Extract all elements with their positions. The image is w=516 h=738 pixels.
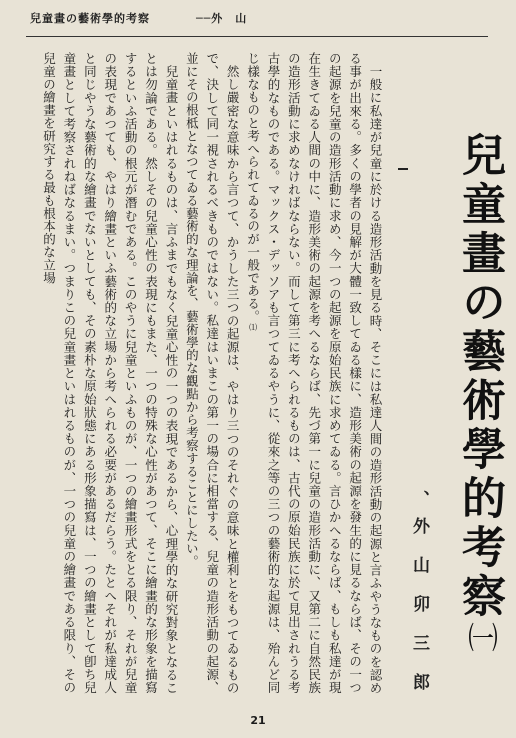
paragraph bbox=[242, 52, 385, 694]
paragraph: 兒童畫といはれるものは、言ふまでもなく兒童心性の一つの表現であるから、心理學的な研究對象となることは勿論である。然しその兒童心性の表現にもまた、一つの特殊な心性があつて、そこに繪畫的な形象を描寫するといふ活動の根元が潛むである。このやうに兒童といふものが、一つの繪畫形式をとる限り、それが兒童の表現であつても、やはり繪畫といふ藝術的な立場から考へられる必要があるだらう。たとへそれが私達成人と同じやうな藝術的な繪畫でないとしても、その素朴な原始狀態にある形象描寫は、一つの繪畫として卽ち兒童畫として考察されねばなるまい。つまりこの兒童畫といはれるものが、一つの兒童の繪畫である限り、その兒童の繪畫を研究する最も根本的な立場 bbox=[42, 52, 179, 694]
article-author bbox=[409, 490, 432, 712]
paragraph: 然し嚴密な意味から言つて、かうした三つの起源は、やはり三つのそれぐの意味と權利とをもつてゐるもので、決して同一視されるべきものではない。私達はいまこの第一の場合に相當する、兒童の造形活動の起源、並にその根柢となつてゐる藝術的な理論を、藝術學的な觀點から考察することにしたい。 bbox=[184, 52, 241, 694]
paragraph-text: 一般に私達が兒童に於ける造形活動を見る時、そこには私達人間の造形活動の起源と言ふやうなものを認める事が出來る。多くの學者の見解が大體一致してゐる樣に、造形美術の起源を發生的に見るならば、その一つの起源を兒童の造形活動に求め、今一つの起源を原始民族に求めてゐる。言ひかへるならば、もしも私達が現在生きてゐる人間の中に、造形美術の起源を考へるならば、先づ第一に兒童の造形活動に、又第二に自然民族の造形活動に求めなければならない。而して第三に考へられるものは、古代の原始民族に於て見出されうる考古學的なものである。マックス・デッソアも言つてゐるやうに、從來之等の三つの藝術的な起源は、殆んど同じ樣なものと考へられてゐるのが一般である。 bbox=[245, 52, 383, 694]
author-name: 外山卯三郎 bbox=[409, 517, 429, 712]
page-number: 21 bbox=[250, 714, 266, 727]
footnote-marker: ⑴ bbox=[248, 322, 258, 332]
running-head-title: 兒童畫の藝術學的考察 bbox=[30, 12, 150, 25]
header-rule bbox=[26, 36, 488, 37]
running-head-author: ──外 山 bbox=[196, 12, 248, 25]
article-title-text: 兒童畫の藝術學的考察 bbox=[454, 132, 505, 622]
author-mark: 、 bbox=[409, 490, 429, 517]
article-body bbox=[42, 52, 385, 694]
article-title bbox=[454, 132, 505, 652]
title-dash bbox=[398, 168, 408, 170]
article-part-number: ㈠ bbox=[462, 622, 497, 652]
